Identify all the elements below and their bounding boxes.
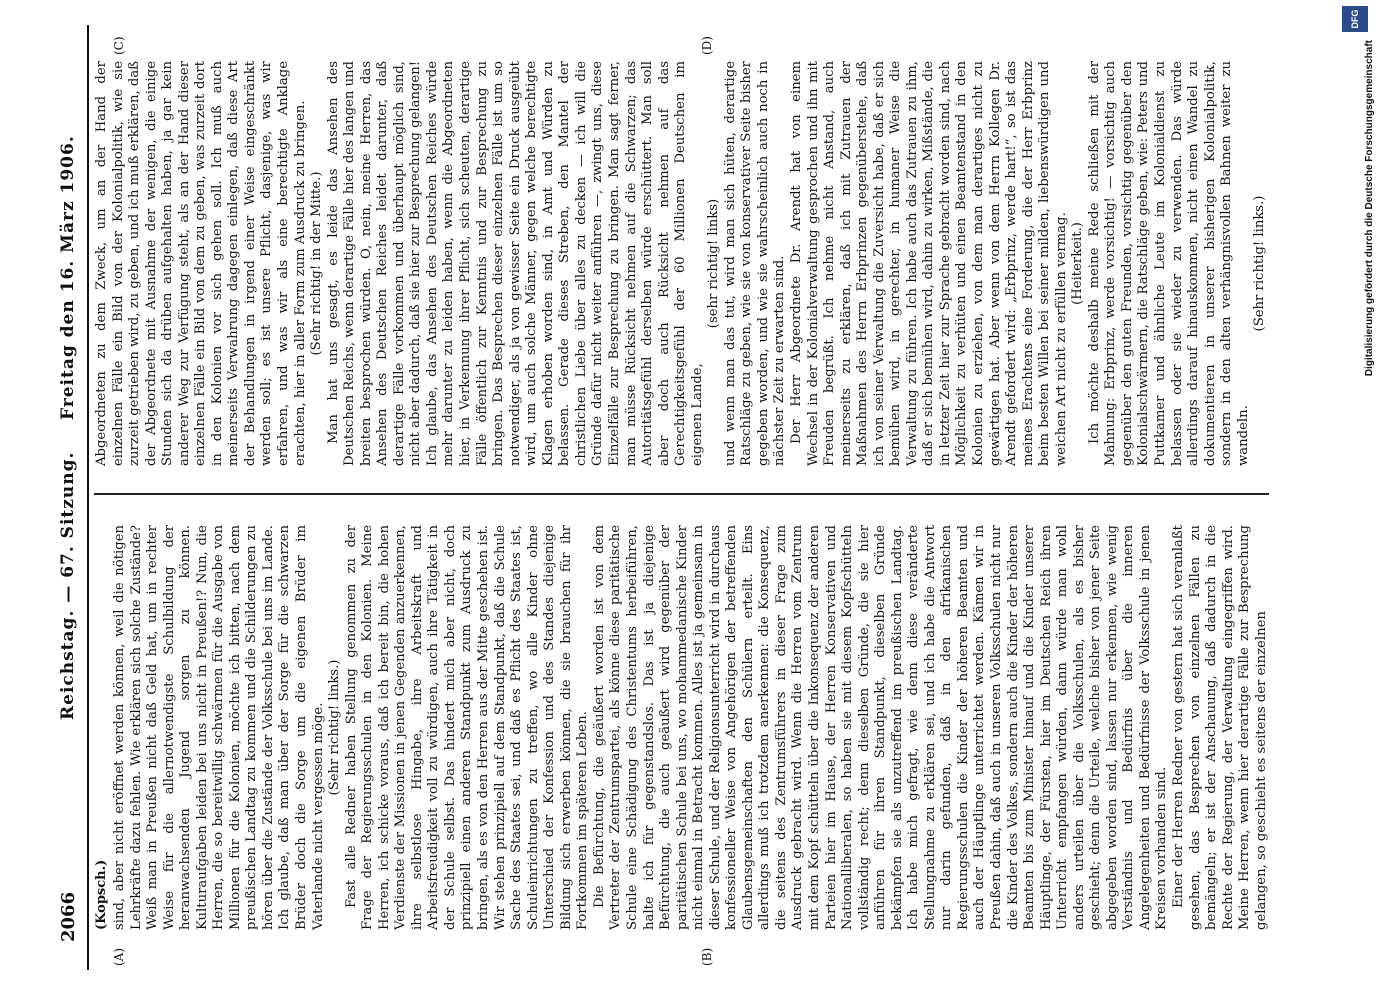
column-divider [94,494,1269,496]
header-rule [87,25,89,970]
paragraph: sind, aber nicht eröffnet werden können, weil die nötigen Lehrkräfte dazu fehlen. Wie erklären sich solche Zustände? Weiß man in Preußen nicht daß Geld hat, um in rechter Weise für die allernotwendigste Schulbildung der heranwachsenden Jugend sorgen zu können. Kulturaufgaben leiden bei uns nicht in Preußen!? Nun, die Herren, die so bereitwillig schwärmen für die Ausgabe von Millionen für die Kolonien, möchte ich bitten, nach dem preußischen Landtag zu kommen und die Schilderungen zu hören über die Zustände der Volksschule bei uns im Lande. Ich glaube, daß man über der Sorge für die schwarzen Brüder doch die Sorge um die eigenen Brüder im Vaterlande nicht vergessen möge. [112,525,326,930]
paragraph: Abgeordneten zu dem Zweck, um an der Hand der einzelnen Fälle ein Bild von der Kolonialpolitik, wie sie zurzeit getrieben wird, zu geben, und ich muß erklären, daß der Abgeordnete mit Ausnahme der wenigen, die einige Stunden sich da drüben aufgehalten haben, ja gar kein anderer Weg zur Verfügung steht, als an der Hand dieser einzelnen Fälle ein Bild von dem zu geben, was zurzeit dort in den Kolonien vor sich gehen soll. Ich muß auch meinerseits Verwahrung dagegen einlegen, daß diese Art der Behandlungen in irgend einer Weise eingeschränkt werden soll; es ist unsere Pflicht, dasjenige, was wir erfahren, und was wir als eine berechtigte Anklage erachten, hier in aller Form zum Ausdruck zu bringen. [94,61,308,466]
margin-mark-a: (A) [112,947,126,966]
paragraph: Einer der Herren Redner von gestern hat sich veranlaßt gesehen, das Besprechen von einzelnen Fällen zu bemängeln; er ist der Anschauung, daß dadurch in die Rechte der Regierung, der Verwaltung eingegriffen wird. Meine Herren, wenn hier derartige Fälle zur Besprechung gelangen, so geschieht es seitens der einzelnen [1171,525,1269,930]
paragraph: Die Befürchtung, die geäußert worden ist von dem Vertreter der Zentrumspartei, als könne diese paritätische Schule eine Schädigung des Christentums herbeiführen, halte ich für gegenstandslos. Das ist ja diejenige Befürchtung, die auch geäußert wird gegenüber der paritätischen Schule bei uns, wo mohammedanische Kinder nicht einmal in Betracht kommen. Alles ist ja gemeinsam in dieser Schule, und der Religionsunterricht wird in durchaus konfessioneller Weise von Angehörigen der betreffenden Glaubensgemeinschaften den Schülern erteilt. Eins allerdings muß ich trotzdem anerkennen: die Konsequenz, die seitens des Zentrumsführers in dieser Frage zum Ausdruck gebracht wird. Wenn die Herren vom Zentrum mit dem Kopf schütteln über die Inkonsequenz der anderen Parteien hier im Hause, der Herren Konservativen und Nationalliberalen, so haben sie mit diesem Kopfschütteln vollständig recht; denn dieselben Gründe, die sie hier anführen für ihren Standpunkt, dieselben Gründe bekämpfen sie als unzutreffend im preußischen Landtag. Ich habe mich gefragt, wie denn diese veränderte Stellungnahme zu erklären sei, und ich habe die Antwort nur darin gefunden, daß in den afrikanischen Regierungsschulen die Kinder der höheren Beamten und auch der Häuptlinge unterrichtet werden. Kämen wir in Preußen dahin, daß auch in unseren Volksschulen nicht nur die Kinder des Volkes, sondern auch die Kinder der höheren Beamten bis zum Minister hinauf und die Kinder unserer Häuptlinge, der Fürsten, hier im Deutschen Reich ihren Unterricht empfangen würden, dann würde man wohl anders urteilen über die Volksschulen, als es bisher geschieht; denn die Urteile, welche bisher von jener Seite abgegeben worden sind, lassen nur erkennen, wie wenig Verständnis und Bedürfnis über die inneren Angelegenheiten und Bedürfnisse der Volksschule in jenen Kreisen vorhanden sind. [591,525,1170,930]
session-date: Freitag den 16. März 1906. [58,135,78,420]
text-column-left [112,525,1292,930]
interjection: (Sehr richtig! in der Mitte.) [309,171,325,356]
dfg-logo: DFG [1342,6,1368,32]
page-number: 2066 [58,891,79,942]
margin-mark-d: (D) [700,36,714,55]
paragraph: und wenn man das tut, wird man sich hüten, derartige Ratschläge zu geben, wie sie von konservativer Seite bisher gegeben worden, und wie sie wahrscheinlich auch noch in nächster Zeit zu erwarten sind. [722,61,788,466]
digitization-credit: Digitalisierung gefördert durch die Deutsche Forschungsgemeinschaft [1364,40,1375,377]
page-header [48,40,88,960]
paragraph: Fast alle Redner haben Stellung genommen zu der Frage der Regierungsschulen in den Kolonien. Meine Herren, ich schicke voraus, daß ich bereit bin, die hohen Verdienste der Missionen in jenen Gegenden anzuerkennen, ihre selbstlose Hingabe, ihre Arbeitskraft und Arbeitsfreudigkeit voll zu würdigen, auch ihre Tätigkeit in der Schule selbst. Das hindert mich aber nicht, doch prinzipiell einen anderen Standpunkt zum Ausdruck zu bringen, als es von den Herren aus der Mitte geschehen ist. Wir stehen prinzipiell auf dem Standpunkt, daß die Schule Sache des Staates sei, und daß es Pflicht des Staates ist, Schuleinrichtungen zu treffen, wo alle Kinder ohne Unterschied der Konfession und des Standes diejenige Bildung sich erwerben können, die sie brauchen für ihr Fortkommen im späteren Leben. [343,525,591,930]
paragraph: Ich möchte deshalb meine Rede schließen mit der Mahnung: Erbprinz, werde vorsichtig! — vorsichtig auch gegenüber den guten Freunden, vorsichtig gegenüber den Kolonialschwärmern, die Ratschläge geben, wie: Peters und Puttkamer und ähnliche Leute im Kolonialdienst zu belassen oder sie wieder zu verwenden. Das würde allerdings darauf hinauskommen, nicht einen Wandel zu dokumentieren in unserer bisherigen Kolonialpolitik, sondern in den alten verhängnisvollen Bahnen weiter zu wandeln. [1086,61,1251,466]
session-title: Reichstag. — 67. Sitzung. [58,451,78,720]
interjection: (Sehr richtig! links.) [327,659,343,796]
text-column-right [94,61,1274,466]
margin-mark-c: (C) [112,36,126,55]
margin-mark-b: (B) [700,947,714,966]
interjection: (Sehr richtig! links.) [1252,195,1268,332]
paragraph: Der Herr Abgeordnete Dr. Arendt hat von einem Wechsel in der Kolonialverwaltung gesprochen und ihn mit Freuden begrüßt. Ich nehme nicht Anstand, auch meinerseits zu erklären, daß ich mit Zutrauen der Maßnahmen des Herrn Erbprinzen gegenüberstehe, daß ich von seiner Verwaltung die Zuversicht habe, daß er sich bemühen wird, in gerechter, in humaner Weise die Verwaltung zu führen. Ich habe auch das Zutrauen zu ihm, daß er sich bemühen wird, dahin zu wirken, Mißstände, die in letzter Zeit hier zur Sprache gebracht worden sind, nach Möglichkeit zu verhüten und einen Beamtenstand in den Kolonien zu erziehen, von dem man derartiges nicht zu gewärtigen hat. Aber wenn von dem Herrn Kollegen Dr. Arendt gefordert wird: „Erbprinz, werde hart!“, so ist das meines Erachtens eine Forderung, die der Herr Erbprinz beim besten Willen bei seiner milden, liebenswürdigen und weichen Art nicht zu erfüllen vermag. [788,61,1069,466]
interjection: (Heiterkeit.) [1070,222,1086,305]
speaker-name: (Kopsch.) [94,859,109,930]
paragraph: Man hat uns gesagt, es leide das Ansehen des Deutschen Reichs, wenn derartige Fälle hier des langen und breiten besprochen würden. O, nein, meine Herren, das Ansehen des Deutschen Reiches leidet darunter, daß derartige Fälle vorkommen und überhaupt möglich sind, nicht aber dadurch, daß sie hier zur Besprechung gelangen! Ich glaube, das Ansehen des Deutschen Reiches würde mehr darunter zu leiden haben, wenn die Abgeordneten hier, in Verkennung ihrer Pflicht, sich scheuten, derartige Fälle öffentlich zur Kenntnis und zur Besprechung zu bringen. Das Besprechen dieser einzelnen Fälle ist um so notwendiger, als ja von gewisser Seite ein Druck ausgeübt wird, um auch solche Männer, gegen welche berechtigte Klagen erhoben worden sind, in Amt und Würden zu belassen. Gerade dieses Streben, den Mantel der christlichen Liebe über alles zu decken — ich will die Gründe dafür nicht weiter anführen —, zwingt uns, diese Einzelfälle zur Besprechung zu bringen. Man sagt ferner, man müsse Rücksicht nehmen auf die Schwarzen; das Autoritätsgefühl derselben würde erschüttert. Man soll aber doch auch Rücksicht nehmen auf das Gerechtigkeitsgefühl der 60 Millionen Deutschen im eigenen Lande, [325,61,705,466]
interjection: (sehr richtig! links) [706,198,722,329]
